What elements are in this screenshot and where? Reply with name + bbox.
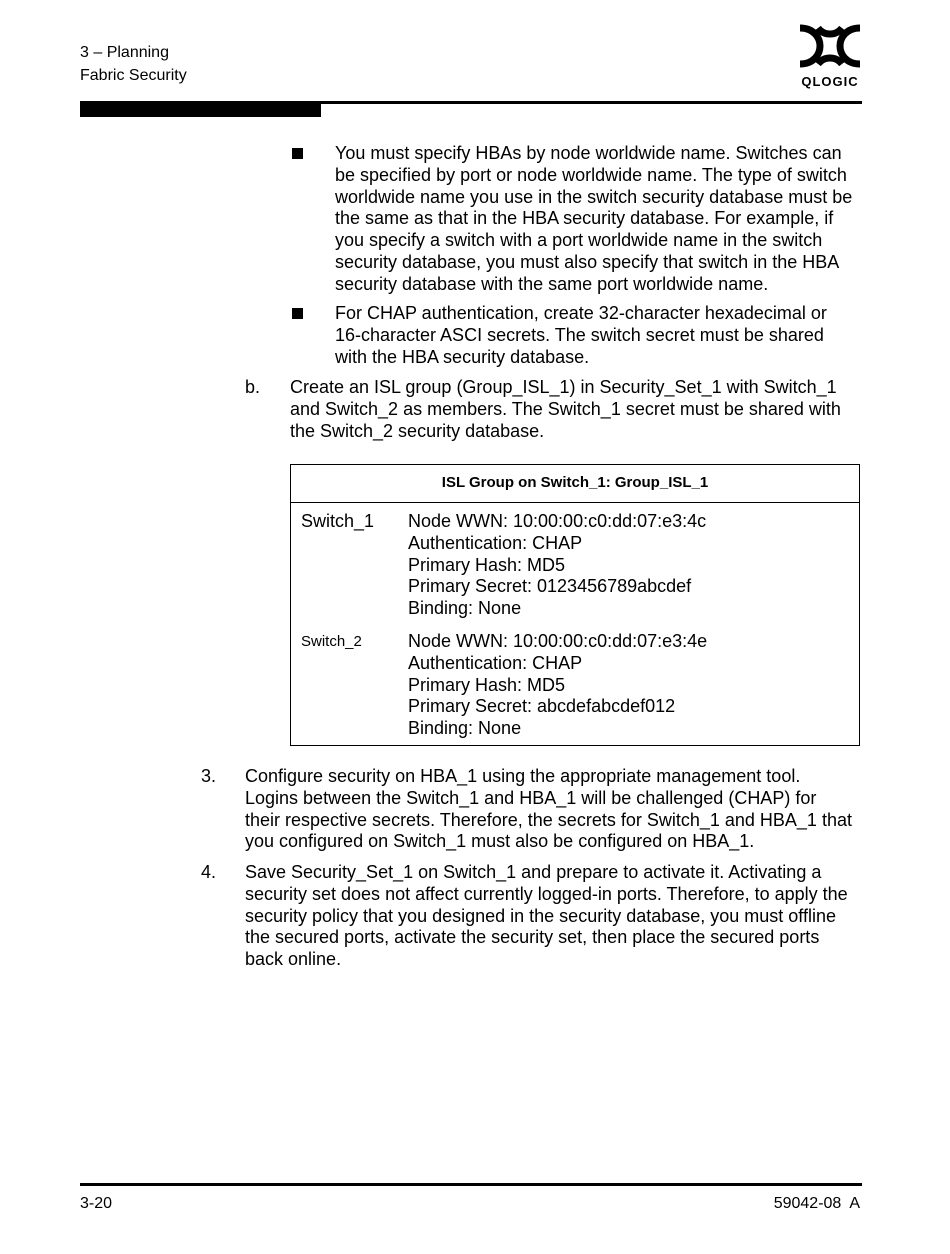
header-section: Fabric Security (80, 67, 187, 84)
footer-page-number: 3-20 (80, 1195, 113, 1212)
detail-line: Authentication: CHAP (408, 532, 583, 553)
text-line: Configure security on HBA_1 using the appropriate management tool. (245, 766, 801, 786)
step-number: 4. (201, 862, 217, 882)
footer-rule (80, 1183, 862, 1186)
text-line: the Switch_2 security database. (290, 420, 545, 441)
table-row-details (408, 511, 706, 620)
detail-line: Primary Hash: MD5 (408, 674, 566, 695)
logo-wordmark: QLOGIC (801, 74, 859, 89)
isl-group-table (290, 464, 860, 746)
detail-line: Primary Secret: 0123456789abcdef (408, 576, 692, 597)
qlogic-logo-icon (794, 24, 866, 72)
text-line: and Switch_2 as members. The Switch_1 secret must be shared with (290, 398, 841, 419)
step-number: 3. (201, 766, 217, 786)
text-line: the same as that in the HBA security database. For example, if (335, 208, 834, 229)
text-line: security set does not affect currently logged-in ports. Therefore, to apply the (245, 883, 848, 904)
text-line: security database, you must also specify that switch in the HBA (335, 251, 840, 272)
text-line: be specified by port or node worldwide name. The type of switch (335, 164, 847, 185)
detail-line: Primary Hash: MD5 (408, 554, 566, 575)
detail-line: Authentication: CHAP (408, 652, 583, 673)
step-b-label: b. (245, 377, 261, 397)
bullet-paragraph (335, 143, 852, 296)
text-line: For CHAP authentication, create 32-character hexadecimal or (335, 303, 827, 323)
detail-line: Binding: None (408, 718, 522, 739)
text-line: security database with the same port worldwide name. (335, 273, 769, 294)
detail-line: Binding: None (408, 598, 522, 619)
detail-line: Node WWN: 10:00:00:c0:dd:07:e3:4c (408, 511, 707, 531)
text-line: Save Security_Set_1 on Switch_1 and prepare to activate it. Activating a (245, 862, 822, 882)
text-line: their respective secrets. Therefore, the secrets for Switch_1 and HBA_1 that (245, 809, 852, 830)
footer-doc-id: 59042-08 A (773, 1195, 860, 1212)
header-chapter: 3 – Planning (80, 44, 169, 61)
text-line: 16-character ASCI secrets. The switch secret must be shared (335, 324, 824, 345)
text-line: worldwide name you use in the switch security database must be (335, 186, 853, 207)
bullet-square-icon (292, 308, 303, 319)
bullet-square-icon (292, 148, 303, 159)
step-paragraph (245, 862, 848, 971)
qlogic-logo (794, 24, 866, 92)
table-row-label: Switch_1 (301, 511, 375, 531)
text-line: Create an ISL group (Group_ISL_1) in Security_Set_1 with Switch_1 (290, 377, 837, 397)
text-line: with the HBA security database. (335, 346, 590, 367)
header-rule-tab (80, 101, 321, 117)
text-line: back online. (245, 949, 342, 970)
table-row-details (408, 631, 707, 740)
bullet-paragraph (335, 303, 827, 368)
detail-line: Primary Secret: abcdefabcdef012 (408, 696, 676, 717)
text-line: Logins between the Switch_1 and HBA_1 will be challenged (CHAP) for (245, 787, 817, 808)
text-line: security policy that you designed in the security database, you must offline (245, 905, 837, 926)
table-row-label: Switch_2 (301, 633, 362, 650)
detail-line: Node WWN: 10:00:00:c0:dd:07:e3:4e (408, 631, 708, 651)
step-paragraph (245, 766, 852, 853)
table-title: ISL Group on Switch_1: Group_ISL_1 (291, 465, 859, 503)
step-b-paragraph (290, 377, 841, 442)
text-line: the secured ports, activate the security set, then place the secured ports (245, 927, 820, 948)
text-line: you specify a switch with a port worldwide name in the switch (335, 230, 823, 251)
text-line: You must specify HBAs by node worldwide name. Switches can (335, 143, 842, 163)
text-line: you configured on Switch_1 must also be configured on HBA_1. (245, 831, 755, 852)
